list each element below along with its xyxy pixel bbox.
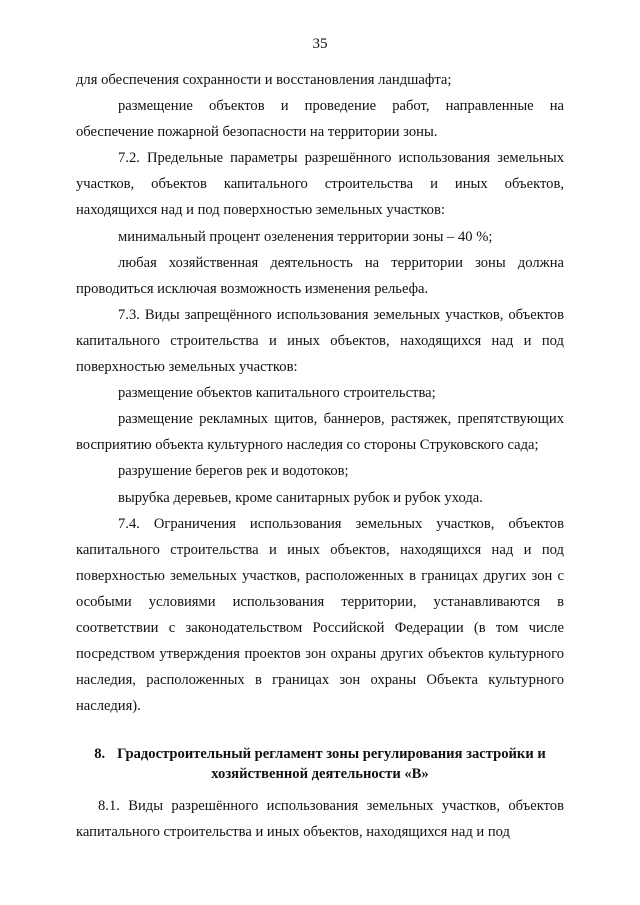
paragraph-8-1: 8.1. Виды разрешённого использования земельных участков, объектов капитального строительства и иных объектов, находящихся над и под <box>76 798 564 841</box>
paragraph: размещение объектов капитального строительства; <box>118 385 436 402</box>
paragraph-7-4: 7.4. Ограничения использования земельных участков, объектов капитального строительства и иных объектов, находящихся над и под поверхностью земельных участков, расположенных в границах других зон с особыми условиями использования территории, устанавливаются в соответствии с законодательством Российской Федерации (в том числе посредством утверждения проектов зон охраны других объектов культурного наследия, расположенных в границах зон охраны Объекта культурного наследия). <box>76 515 564 715</box>
paragraph: любая хозяйственная деятельность на территории зоны должна проводиться исключая возможность изменения рельефа. <box>76 254 564 297</box>
body-text <box>76 67 564 719</box>
page-number: 35 <box>312 36 328 52</box>
section-text <box>76 793 564 845</box>
section-number: 8. <box>94 746 106 762</box>
section-heading <box>76 744 564 784</box>
paragraph-continuation: для обеспечения сохранности и восстановления ландшафта; <box>76 72 452 88</box>
paragraph: размещение объектов и проведение работ, направленные на обеспечение пожарной безопасности на территории зоны. <box>76 98 564 141</box>
section-title: Градостроительный регламент зоны регулирования застройки и хозяйственной деятельности «В» <box>117 746 546 782</box>
paragraph-7-2: 7.2. Предельные параметры разрешённого использования земельных участков, объектов капитального строительства и иных объектов, находящихся над и под поверхностью земельных участков: <box>76 150 564 219</box>
paragraph: разрушение берегов рек и водотоков; <box>118 463 349 480</box>
paragraph: вырубка деревьев, кроме санитарных рубок и рубок ухода. <box>118 489 483 506</box>
paragraph: минимальный процент озеленения территории зоны – 40 %; <box>118 228 493 245</box>
paragraph-7-3: 7.3. Виды запрещённого использования земельных участков, объектов капитального строительства и иных объектов, находящихся над и под поверхностью земельных участков: <box>76 306 564 376</box>
paragraph: размещение рекламных щитов, баннеров, растяжек, препятствующих восприятию объекта культурного наследия со стороны Струковского сада; <box>76 411 564 454</box>
